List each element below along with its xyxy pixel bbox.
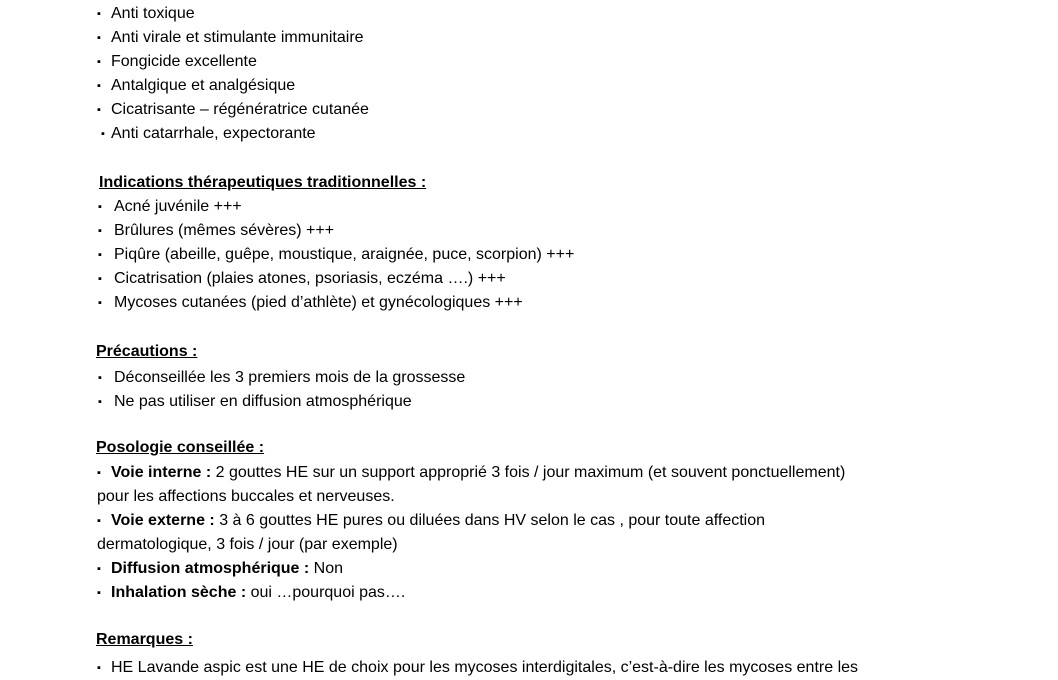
list-item-text: Déconseillée les 3 premiers mois de la grossesse	[114, 369, 466, 386]
voie-interne-text: 2 gouttes HE sur un support approprié 3 fois / jour maximum (et souvent ponctuellement)	[211, 464, 846, 481]
bullet-icon: ▪	[97, 563, 101, 575]
list-item	[0, 366, 1058, 390]
list-item-text: Anti virale et stimulante immunitaire	[111, 29, 364, 46]
list-item-text: HE Lavande aspic est une HE de choix pour les mycoses interdigitales, c’est-à-dire les mycoses entre les	[111, 659, 859, 676]
list-item-text: Antalgique et analgésique	[111, 77, 296, 94]
bullet-icon: ▪	[98, 273, 102, 285]
diffusion-text: Non	[309, 560, 344, 577]
bullet-icon: ▪	[98, 396, 102, 408]
list-item	[0, 656, 1058, 680]
list-item	[0, 219, 1058, 243]
list-item	[0, 390, 1058, 414]
list-item	[0, 509, 1058, 533]
diffusion-label: Diffusion atmosphérique :	[111, 560, 310, 577]
list-item-text: Anti toxique	[111, 5, 195, 22]
indications-heading: Indications thérapeutiques traditionnelles :	[99, 174, 427, 191]
list-item	[0, 98, 1058, 122]
bullet-icon: ▪	[97, 587, 101, 599]
list-item	[0, 581, 1058, 605]
voie-interne-label: Voie interne :	[111, 464, 212, 481]
list-item	[0, 267, 1058, 291]
list-item-text: Piqûre (abeille, guêpe, moustique, araignée, puce, scorpion) +++	[114, 246, 575, 263]
list-item-text	[111, 509, 765, 533]
list-item-text	[111, 461, 845, 485]
list-item	[0, 2, 1058, 26]
list-item-text: Brûlures (mêmes sévères) +++	[114, 222, 335, 239]
list-item-text: Cicatrisation (plaies atones, psoriasis, eczéma ….) +++	[114, 270, 506, 287]
list-item	[0, 122, 1058, 146]
list-item-text	[111, 557, 343, 581]
list-item-text: Fongicide excellente	[111, 53, 257, 70]
bullet-icon: ▪	[97, 467, 101, 479]
list-item-text	[111, 581, 405, 605]
bullet-icon: ▪	[97, 104, 101, 116]
bullet-icon: ▪	[98, 297, 102, 309]
list-item-text: Mycoses cutanées (pied d’athlète) et gynécologiques +++	[114, 294, 523, 311]
list-item-text: Acné juvénile +++	[114, 198, 242, 215]
properties-list	[0, 2, 1058, 146]
voie-externe-continuation: dermatologique, 3 fois / jour (par exemple)	[97, 536, 398, 553]
bullet-icon: ▪	[97, 662, 101, 674]
list-item-text: Ne pas utiliser en diffusion atmosphérique	[114, 393, 412, 410]
bullet-icon: ▪	[98, 201, 102, 213]
bullet-icon: ▪	[97, 56, 101, 68]
bullet-icon: ▪	[97, 515, 101, 527]
bullet-icon: ▪	[98, 249, 102, 261]
precautions-list	[0, 366, 1058, 414]
list-item	[0, 291, 1058, 315]
remarques-list	[0, 656, 1058, 680]
list-item	[0, 26, 1058, 50]
list-item-continuation	[0, 533, 1058, 557]
bullet-icon: ▪	[97, 8, 101, 20]
bullet-icon: ▪	[98, 372, 102, 384]
precautions-heading: Précautions :	[96, 343, 198, 360]
list-item	[0, 461, 1058, 485]
list-item	[0, 74, 1058, 98]
list-item-text: Anti catarrhale, expectorante	[111, 125, 316, 142]
list-item	[0, 243, 1058, 267]
bullet-icon: ▪	[98, 225, 102, 237]
bullet-icon: ▪	[97, 80, 101, 92]
indications-list	[0, 195, 1058, 315]
remarques-heading: Remarques :	[96, 631, 193, 648]
bullet-icon: ▪	[101, 128, 105, 140]
list-item	[0, 50, 1058, 74]
voie-externe-text: 3 à 6 gouttes HE pures ou diluées dans HV selon le cas , pour toute affection	[214, 512, 766, 529]
list-item	[0, 557, 1058, 581]
inhalation-text: oui …pourquoi pas….	[246, 584, 406, 601]
list-item-text: Cicatrisante – régénératrice cutanée	[111, 101, 369, 118]
bullet-icon: ▪	[97, 32, 101, 44]
list-item	[0, 195, 1058, 219]
posologie-list	[0, 461, 1058, 605]
posologie-heading: Posologie conseillée :	[96, 439, 265, 456]
list-item-continuation	[0, 485, 1058, 509]
voie-externe-label: Voie externe :	[111, 512, 215, 529]
inhalation-label: Inhalation sèche :	[111, 584, 247, 601]
voie-interne-continuation: pour les affections buccales et nerveuses.	[97, 488, 395, 505]
